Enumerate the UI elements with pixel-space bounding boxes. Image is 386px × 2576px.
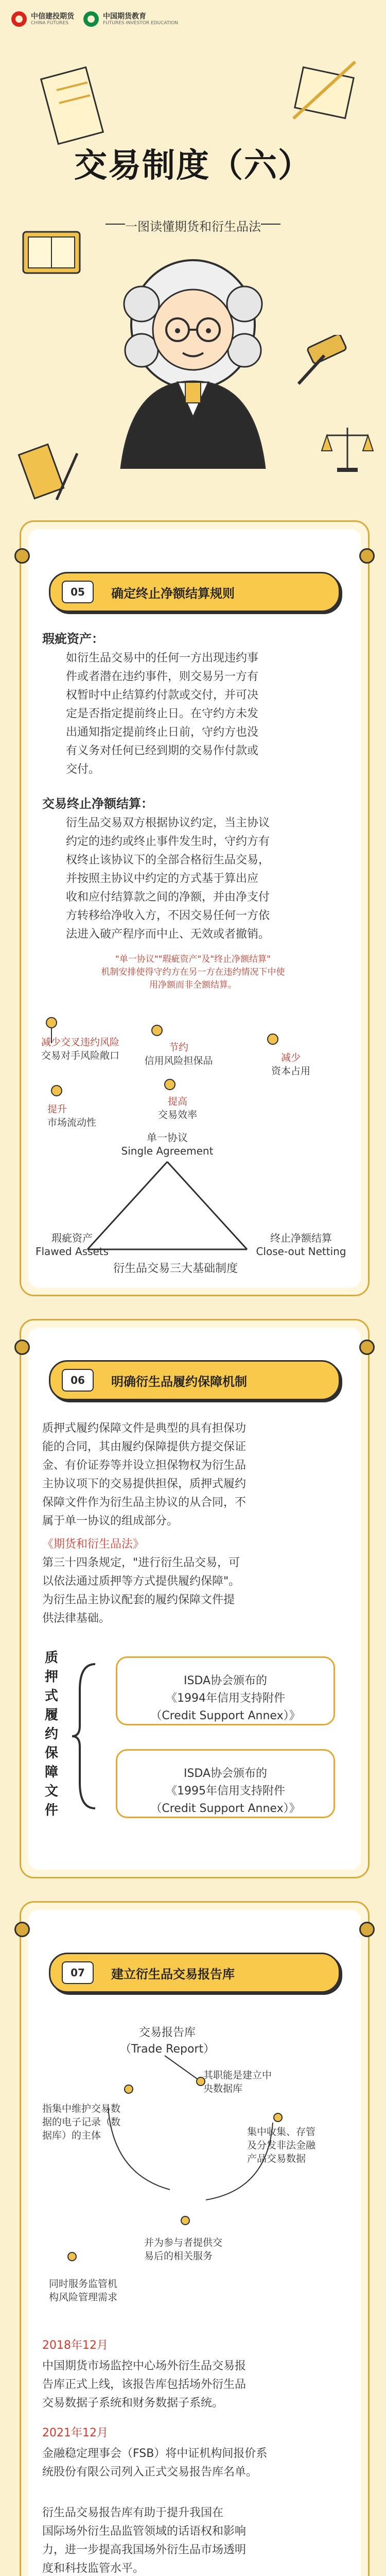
law-quote-line: 供法律基础。: [42, 1612, 111, 1625]
triangle-top-en: Single Agreement: [121, 1145, 214, 1157]
net-settlement-line: 法进入破产程序而中止、无效或者撤销。: [66, 928, 270, 941]
net-settlement-line: 方转移给净收入方，不因交易任何一方依: [66, 909, 270, 922]
trade-report-left-line: 据的电子记录（数: [42, 2116, 121, 2128]
default-assets-line: 定是否指定提前终止日。在守约方未发: [66, 707, 259, 720]
logo-row: [11, 11, 178, 27]
citic-logo: [11, 11, 74, 27]
default-assets-heading: 瑕疵资产：: [42, 632, 104, 646]
label-reduce-cross-title: 减少交叉违约风险: [41, 1037, 120, 1048]
triangle-right-cn: 终止净额结算: [270, 1232, 332, 1244]
judge-illustration: [100, 247, 286, 469]
vertical-char: 障: [44, 1765, 58, 1780]
section-05-header: [49, 572, 340, 612]
isda-1994-box: [116, 1656, 335, 1725]
label-capital-sub: 资本占用: [271, 1065, 310, 1077]
timeline-2021-line: 金融稳定理事会（FSB）将中证机构间报价系: [42, 2447, 268, 2460]
trade-report-left-line: 据库）的主体: [42, 2130, 101, 2141]
futures-edu-logo-icon: [83, 11, 99, 27]
label-reduce-cross-default: [41, 1036, 134, 1062]
triangle-left-flawed-assets: [28, 1231, 116, 1258]
page-title: 交易制度（六）: [74, 146, 312, 185]
law-quote-text: [42, 1554, 346, 1628]
law-quote-title: 《期货和衍生品法》: [42, 1538, 145, 1551]
mechanism-note: [67, 953, 319, 992]
label-save-collateral: [135, 1041, 222, 1067]
section-07-header: [49, 1953, 340, 1993]
vertical-char: 文: [44, 1784, 58, 1799]
pledge-doc-vertical-label: [36, 1649, 67, 1820]
label-efficiency: [147, 1095, 208, 1122]
vertical-char: 约: [44, 1726, 58, 1742]
mechanism-note-line: 用净额而非全额结算。: [149, 980, 237, 990]
trade-report-summary: [42, 2504, 346, 2576]
label-efficiency-sub: 交易效率: [157, 1109, 197, 1121]
ring-icon: [359, 1922, 375, 1937]
citic-logo-icon: [11, 11, 27, 27]
section-06-title: 明确衍生品履约保障机制: [111, 1374, 247, 1389]
vertical-char: 履: [44, 1707, 58, 1723]
label-liquidity: [47, 1103, 119, 1129]
net-settlement-line: 权终止该协议下的全部合格衍生品交易，: [66, 854, 270, 867]
pledge-intro-line: 金、有价证券等并设立担保物权为衍生品: [42, 1459, 247, 1472]
gavel-icon: [288, 335, 355, 392]
triangle-right-close-out: [250, 1231, 353, 1258]
label-liquidity-title: 提升: [47, 1104, 67, 1115]
ring-icon: [14, 1340, 30, 1355]
law-quote-line: 为衍生品主协议配套的履约保障文件提: [42, 1594, 235, 1606]
net-settlement-text: [66, 814, 354, 944]
trade-report-summary-line: 衍生品交易报告库有助于提升我国在: [42, 2506, 224, 2519]
trade-report-summary-line: 力，进一步提高我国场外衍生品市场透明: [42, 2544, 247, 2556]
trade-report-top-item: [203, 2069, 317, 2095]
citic-logo-name: 中信建投期货: [31, 12, 74, 21]
law-quote-line: 第三十四条规定，"进行衍生品交易，可: [42, 1556, 240, 1569]
pledge-intro-line: 属于单一协议的组成部分。: [42, 1515, 179, 1528]
section-07-title: 建立衍生品交易报告库: [111, 1967, 235, 1981]
trade-report-left-line: 指集中维护交易数: [42, 2103, 121, 2114]
isda-1995-box: [116, 1749, 335, 1818]
net-settlement-line: 衍生品交易双方根据协议约定，当主协议: [66, 817, 270, 829]
default-assets-line: 交付。: [66, 763, 100, 776]
timeline-2018-text: [42, 2357, 346, 2413]
trade-report-summary-line: 度和科技监管水平。: [42, 2562, 145, 2575]
isda-1995-line: 《1995年信用支持附件: [166, 1785, 285, 1798]
vertical-char: 式: [44, 1688, 58, 1704]
triangle-top-single-agreement: [121, 1131, 214, 1158]
pledge-intro-line: 质押式履约保障文件是典型的具有担保功: [42, 1422, 247, 1435]
pledge-intro-line: 能的合同，其由履约保障提供方提交保证: [42, 1440, 247, 1453]
pledge-intro-line: 主协议项下的交易提供担保，质押式履约: [42, 1478, 247, 1490]
timeline-2018-line: 告库正式上线，该报告库包括场外衍生品: [42, 2378, 247, 2391]
isda-1994-line: 《1994年信用支持附件: [166, 1692, 285, 1705]
ring-icon: [359, 548, 375, 564]
mechanism-note-line: "单一协议""瑕疵资产"及"终止净额结算": [115, 954, 271, 964]
pledge-intro-text: [42, 1419, 346, 1531]
ring-icon: [14, 548, 30, 564]
vertical-char: 质: [44, 1650, 58, 1666]
trade-report-summary-line: 国际场外衍生品监管领域的话语权和影响: [42, 2525, 247, 2538]
triangle-left-cn: 瑕疵资产: [51, 1232, 93, 1244]
net-settlement-line: 并按照主协议中约定的方式基于算出应: [66, 872, 259, 885]
trade-report-bottom-left-line: 同时服务监管机: [49, 2278, 118, 2290]
trade-report-center-cn: 交易报告库: [138, 2026, 196, 2039]
isda-1994-line: ISDA协会颁布的: [183, 1674, 268, 1687]
net-settlement-line: 收和应付结算款之间的净额，并由净支付: [66, 891, 270, 904]
label-efficiency-title: 提高: [167, 1096, 187, 1107]
pen-icon: [288, 57, 365, 124]
trade-report-top-line: 其职能是建立中: [203, 2070, 272, 2081]
isda-1994-line: （Credit Support Annex）》: [150, 1709, 301, 1722]
label-liquidity-sub: 市场流动性: [47, 1117, 97, 1128]
default-assets-line: 权暂时中止结算约付款或交付，并可决: [66, 689, 259, 702]
trade-report-top-line: 央数据库: [203, 2083, 243, 2094]
triangle-top-cn: 单一协议: [147, 1131, 188, 1144]
isda-1995-line: （Credit Support Annex）》: [150, 1802, 301, 1815]
law-book-icon: [21, 222, 87, 283]
ring-icon: [359, 1340, 375, 1355]
ring-icon: [14, 1922, 30, 1937]
scale-icon: [319, 422, 376, 474]
section-05-title: 确定终止净额结算规则: [111, 586, 235, 601]
timeline-2018-year: 2018年12月: [42, 2339, 108, 2352]
default-assets-line: 有义务对任何已经到期的交易作付款或: [66, 744, 259, 757]
futures-edu-logo-name: 中国期货教育: [103, 12, 146, 21]
timeline-2021-year: 2021年12月: [42, 2427, 108, 2439]
trade-report-bottom-line: 并为参与者提供交: [144, 2237, 223, 2248]
trade-report-left-item: [42, 2102, 145, 2142]
futures-edu-logo-sub: FUTURES INVESTOR EDUCATION: [103, 21, 178, 26]
timeline-2018-line: 交易数据子系统和财务数据子系统。: [42, 2397, 224, 2410]
law-quote-line: 以依法通过质押等方式提供履约保障"。: [42, 1575, 240, 1588]
trade-report-right-item: [247, 2125, 350, 2165]
triangle-left-en: Flawed Assets: [35, 1245, 109, 1258]
section-06-number: 06: [62, 1369, 94, 1392]
vertical-char: 保: [44, 1745, 58, 1761]
futures-edu-logo: [83, 11, 178, 27]
brace-icon: [69, 1659, 100, 1814]
trade-report-right-line: 产品交易数据: [247, 2153, 306, 2164]
trade-report-bottom-line: 易后的相关服务: [144, 2250, 213, 2262]
trade-report-bottom-item: [144, 2236, 268, 2263]
trade-report-right-line: 及分发非法金融: [247, 2140, 316, 2151]
vertical-char: 件: [44, 1803, 58, 1818]
label-save-title: 节约: [168, 1042, 188, 1053]
default-assets-line: 如衍生品交易中的任何一方出现违约事: [66, 652, 259, 665]
label-reduce-cross-sub: 交易对手风险敞口: [41, 1050, 120, 1061]
timeline-2021-text: [42, 2445, 346, 2482]
vertical-char: 押: [44, 1669, 58, 1685]
stationery-icon: [15, 443, 82, 505]
mechanism-note-line: 机制安排使得守约方在另一方在违约情况下中使: [101, 967, 285, 977]
net-settlement-line: 约定的违约或终止事件发生时，守约方有: [66, 835, 270, 848]
trade-report-center-en: （Trade Report）: [119, 2043, 215, 2056]
timeline-2018-line: 中国期货市场监控中心场外衍生品交易报: [42, 2360, 247, 2372]
label-save-sub: 信用风险担保品: [144, 1055, 213, 1066]
default-assets-text: [66, 649, 354, 779]
section-05-number: 05: [62, 581, 94, 603]
scroll-icon: [36, 62, 108, 149]
trade-report-bottom-left-item: [49, 2277, 162, 2304]
trade-report-bottom-left-line: 构风险管理需求: [49, 2292, 118, 2303]
pledge-intro-line: 保障文件作为衍生品主协议的从合同，不: [42, 1496, 247, 1509]
trade-report-center: [111, 2025, 224, 2058]
triangle-caption: 衍生品交易三大基础制度: [113, 1262, 238, 1275]
section-07-number: 07: [62, 1961, 94, 1984]
trade-report-right-line: 集中收集、存管: [247, 2126, 316, 2138]
citic-logo-sub: CHINA FUTURES: [31, 21, 68, 26]
timeline-2021-line: 统股份有限公司列入正式交易报告库名单。: [42, 2466, 258, 2479]
label-capital-title: 减少: [280, 1052, 301, 1063]
isda-1995-line: ISDA协会颁布的: [183, 1767, 268, 1780]
default-assets-line: 件或者潜在违约事件，则交易另一方有: [66, 670, 259, 683]
triangle-right-en: Close-out Netting: [256, 1245, 346, 1258]
section-06-header: [49, 1360, 340, 1400]
default-assets-line: 出通知指定提前终止日前，守约方也没: [66, 726, 259, 739]
net-settlement-heading: 交易终止净额结算：: [42, 796, 153, 811]
label-capital: [260, 1051, 322, 1078]
page-subtitle: 一图读懂期货和衍生品法: [116, 216, 270, 234]
